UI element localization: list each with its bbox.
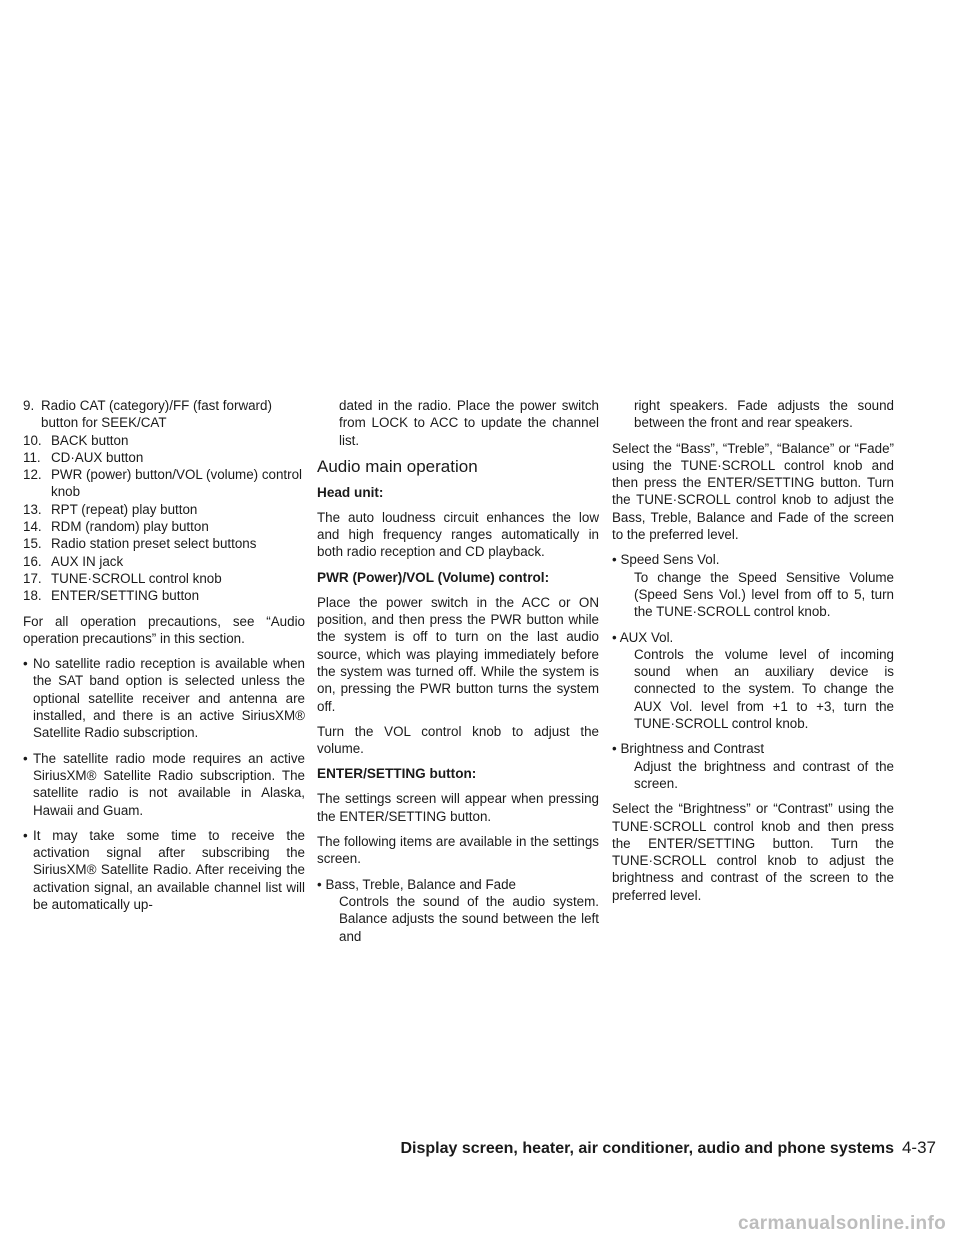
brightness-item: • Brightness and Contrast Adjust the brightness and contrast of the screen. xyxy=(612,741,894,791)
vol-knob-text: Turn the VOL control knob to adjust the volume. xyxy=(317,723,599,757)
watermark: carmanualsonline.info xyxy=(738,1213,946,1234)
bass-treble-label: Bass, Treble, Balance and Fade xyxy=(325,876,516,892)
list-item: 15. Radio station preset select buttons xyxy=(23,536,257,552)
brightness-text: Adjust the brightness and contrast of the screen. xyxy=(634,758,894,791)
list-item: 14. RDM (random) play button xyxy=(23,519,209,535)
list-item: 17. TUNE·SCROLL control knob xyxy=(23,570,222,586)
aux-vol-label: AUX Vol. xyxy=(619,629,674,645)
list-item: 11. CD·AUX button xyxy=(23,449,144,465)
bullet-satellite-reception: • No satellite radio reception is available when the SAT band option is selected unless the optional satellite receiver and antenna are installed, and there is an active SiriusXM® Satellite Radio subscription. xyxy=(23,656,305,741)
list-item: 13. RPT (repeat) play button xyxy=(23,501,198,517)
precautions-note: For all operation precautions, see “Audio operation precautions” in this section. xyxy=(23,613,305,646)
page-footer xyxy=(400,1138,936,1158)
bullet-continuation: dated in the radio. Place the power switch from LOCK to ACC to update the channel list. xyxy=(339,398,599,448)
pwr-vol-heading: PWR (Power)/VOL (Volume) control: xyxy=(317,569,550,585)
page-number: 4-37 xyxy=(901,1138,936,1157)
head-unit-heading: Head unit: xyxy=(317,484,384,500)
bass-treble-text: Controls the sound of the audio system. Balance adjusts the sound between the left and xyxy=(339,893,599,944)
list-item: 18. ENTER/SETTING button xyxy=(23,588,200,604)
aux-vol-item: • AUX Vol. Controls the volume level of incoming sound when an auxiliary device is connected to the system. To change the AUX Vol. level from +1 to +3, turn the TUNE·SCROLL control knob. xyxy=(612,629,894,732)
numbered-control-list xyxy=(23,397,305,605)
bass-treble-continuation: right speakers. Fade adjusts the sound between the front and rear speakers. xyxy=(634,398,894,431)
select-bass-text: Select the “Bass”, “Treble”, “Balance” or “Fade” using the TUNE·SCROLL control knob and then press the ENTER/SETTING button. Turn the TUNE·SCROLL control knob to adjust the Bass, Treble, Balance and Fade of the screen to the preferred level. xyxy=(612,440,894,543)
list-item: 10. BACK button xyxy=(23,432,129,448)
speed-sens-label: Speed Sens Vol. xyxy=(620,552,720,568)
brightness-label: Brightness and Contrast xyxy=(620,741,765,757)
speed-sens-item: • Speed Sens Vol. To change the Speed Sensitive Volume (Speed Sens Vol.) level from off to 5, turn the TUNE·SCROLL control knob. xyxy=(612,552,894,620)
column-1 xyxy=(23,397,305,921)
head-unit-text: The auto loudness circuit enhances the low and high frequency ranges automatically in both radio reception and CD playback. xyxy=(317,509,599,560)
list-item: 9. Radio CAT (category)/FF (fast forward) button for SEEK/CAT xyxy=(23,398,272,431)
speed-sens-text: To change the Speed Sensitive Volume (Speed Sens Vol.) level from off to 5, turn the TUNE·SCROLL control knob. xyxy=(634,569,894,620)
list-item: 12. PWR (power) button/VOL (volume) control knob xyxy=(23,467,303,500)
bullet-satellite-subscription: • The satellite radio mode requires an active SiriusXM® Satellite Radio subscription. The satellite radio is not available in Alaska, Hawaii and Guam. xyxy=(23,750,305,818)
footer-section-title: Display screen, heater, air conditioner, audio and phone systems xyxy=(400,1140,894,1157)
settings-items-intro: The following items are available in the settings screen. xyxy=(317,834,599,867)
column-3 xyxy=(612,397,894,912)
pwr-vol-text: Place the power switch in the ACC or ON position, and then press the PWR button while the system is off to turn on the last audio source, which was playing immediately before the system was turned off. While the system is on, pressing the PWR button turns the system off. xyxy=(317,594,599,714)
list-item: 16. AUX IN jack xyxy=(23,553,124,569)
bullet-activation-signal: • It may take some time to receive the activation signal after subscribing the SiriusXM® Satellite Radio. After receiving the activation signal, an available channel list will be automatically up- xyxy=(23,827,305,913)
select-brightness-text: Select the “Brightness” or “Contrast” using the TUNE·SCROLL control knob and then press the ENTER/SETTING button. Turn the TUNE·SCROLL control knob to adjust the brightness and contrast of the screen to the preferred level. xyxy=(612,801,894,903)
aux-vol-text: Controls the volume level of incoming sound when an auxiliary device is connected to the system. To change the AUX Vol. level from +1 to +3, turn the TUNE·SCROLL control knob. xyxy=(634,646,894,732)
enter-setting-heading: ENTER/SETTING button: xyxy=(317,766,477,782)
enter-setting-text: The settings screen will appear when pressing the ENTER/SETTING button. xyxy=(317,791,599,824)
column-2 xyxy=(317,397,599,953)
section-title: Audio main operation xyxy=(317,456,478,476)
bass-treble-item: • Bass, Treble, Balance and Fade Controls the sound of the audio system. Balance adjusts the sound between the left and xyxy=(317,876,599,944)
